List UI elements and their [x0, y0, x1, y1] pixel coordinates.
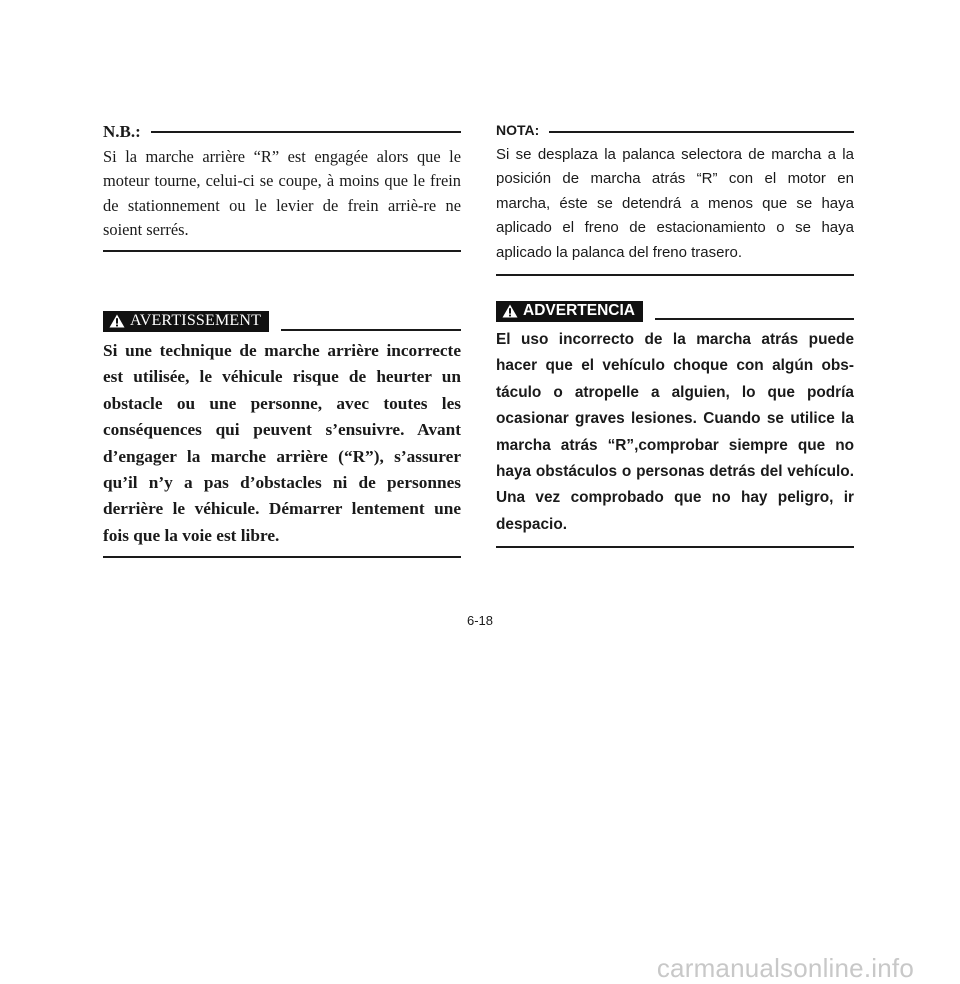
french-warning-end-rule [103, 556, 461, 558]
french-warning-label: AVERTISSEMENT [130, 312, 262, 329]
french-note-end-rule [103, 250, 461, 252]
french-warning-rule [281, 329, 461, 331]
watermark: carmanualsonline.info [656, 953, 914, 983]
french-note-section [103, 120, 461, 252]
spanish-warning-label: ADVERTENCIA [523, 302, 635, 319]
french-note-label: N.B.: [103, 122, 141, 141]
spanish-note-rule [549, 131, 854, 133]
spanish-note-text: Si se desplaza la palanca selectora de marcha a la posición de marcha atrás “R” con el motor en marcha, éste se detendrá a menos que se haya aplicado el freno de estacionamiento o se haya aplicado la palanca del freno trasero. [496, 146, 854, 261]
french-note-header [103, 120, 461, 144]
spanish-warning-end-rule [496, 546, 854, 548]
spanish-note-label: NOTA: [496, 122, 540, 138]
french-warning-section [103, 310, 461, 558]
french-note-text: Si la marche arrière “R” est engagée alors que le moteur tourne, celui-ci se coupe, à moins que le frein de stationnement ou le levier de frein arriè-re ne soient serrés. [103, 147, 461, 240]
page-number: 6-18 [466, 613, 494, 628]
spanish-warning-rule [655, 318, 854, 320]
french-warning-text: Si une technique de marche arrière incorrecte est utilisée, le véhicule risque de heurter un obstacle ou une personne, avec toutes les conséquences qui peuvent s’ensuivre. Avant d’engager la marche arrière (“R”), s’assurer qu’il n’y a pas d’obstacles ni de personnes derrière le véhicule. Démarrer lentement une fois que la voie est libre. [103, 341, 461, 545]
spanish-note-section [496, 118, 854, 276]
spanish-warning-badge [496, 301, 643, 322]
french-warning-header [103, 310, 461, 332]
spanish-warning-section [496, 300, 854, 548]
spanish-warning-header [496, 300, 854, 322]
spanish-warning-text: El uso incorrecto de la marcha atrás puede hacer que el vehículo choque con algún obs-táculo o atropelle a alguien, lo que podría ocasionar graves lesiones. Cuando se utilice la marcha atrás “R”,comprobar siempre que no haya obstáculos o personas detrás del vehículo. Una vez comprobado que no hay peligro, ir despacio. [496, 331, 854, 533]
warning-triangle-icon [502, 304, 518, 318]
spanish-note-end-rule [496, 274, 854, 276]
french-warning-badge [103, 311, 269, 332]
spanish-note-header [496, 118, 854, 142]
warning-triangle-icon [109, 314, 125, 328]
french-note-rule [151, 131, 461, 133]
